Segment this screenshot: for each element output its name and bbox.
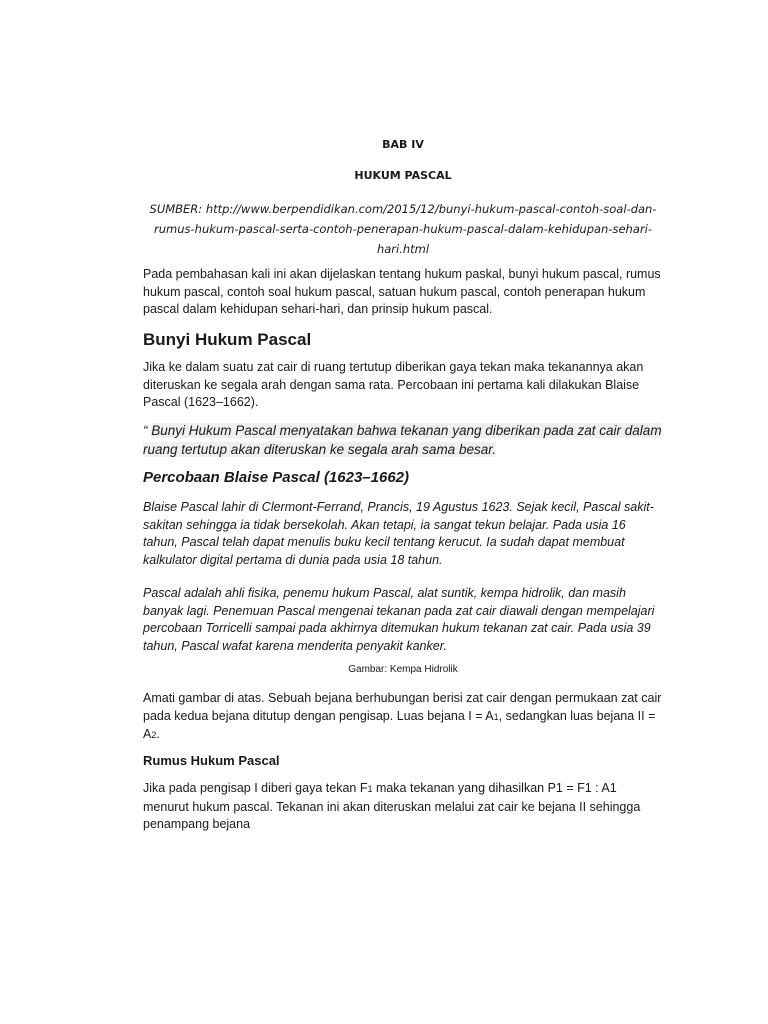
figure-caption: Gambar: Kempa Hidrolik [348,664,458,675]
paragraph-observe [143,690,663,745]
chapter-title: HUKUM PASCAL [354,169,452,182]
quote-block [143,421,663,459]
quote-text: Bunyi Hukum Pascal menyatakan bahwa tekanan yang diberikan pada zat cair dalam ruang tertutup akan diteruskan ke segala arah sama besar. [143,423,662,457]
paragraph-observe-part: , sedangkan luas bejana II = A [143,708,656,741]
paragraph-rumus [143,780,663,834]
quote-mark: “ [143,423,148,438]
paragraph-rumus-part: maka tekanan yang dihasilkan P1 = F1 : A1 menurut hukum pascal. Tekanan ini akan diteruskan melalui zat cair ke bejana II sehingga penampang bejana [143,781,641,831]
heading-bunyi-hukum-pascal: Bunyi Hukum Pascal [143,330,312,349]
paragraph-observe-part: Amati gambar di atas. Sebuah bejana berhubungan berisi zat cair dengan permukaan zat cair pada kedua bejana ditutup dengan pengisap. Luas bejana I = A [143,691,662,723]
subscript: 2 [151,730,157,740]
paragraph-rumus-part: Jika pada pengisap I diberi gaya tekan F [143,781,368,795]
subscript: 1 [367,784,373,794]
paragraph-observe-part: . [156,727,160,741]
chapter-label: BAB IV [382,138,424,151]
intro-paragraph: Pada pembahasan kali ini akan dijelaskan tentang hukum paskal, bunyi hukum pascal, rumus hukum pascal, contoh soal hukum pascal, satuan hukum pascal, contoh penerapan hukum pascal dalam kehidupan sehari-hari, dan prinsip hukum pascal. [143,267,661,316]
paragraph-discoveries: Pascal adalah ahli fisika, penemu hukum Pascal, alat suntik, kempa hidrolik, dan masih banyak lagi. Penemuan Pascal mengenai tekanan pada zat cair diawali dengan mempelajari percobaan Torricelli sampai pada akhirnya ditemukan hukum tekanan zat cair. Pada usia 39 tahun, Pascal wafat karena menderita penyakit kanker. [143,586,655,653]
subscript: 1 [493,711,499,722]
source-citation: SUMBER: http://www.berpendidikan.com/2015/12/bunyi-hukum-pascal-contoh-soal-dan-rumus-hukum-pascal-serta-contoh-penerapan-hukum-pascal-dalam-kehidupan-sehari-hari.html [149,202,657,256]
heading-rumus: Rumus Hukum Pascal [143,753,280,768]
paragraph-bunyi: Jika ke dalam suatu zat cair di ruang tertutup diberikan gaya tekan maka tekanannya akan diteruskan ke segala arah dengan sama rata. Percobaan ini pertama kali dilakukan Blaise Pascal (1623–1662). [143,360,644,409]
heading-percobaan: Percobaan Blaise Pascal (1623–1662) [143,469,410,486]
paragraph-biography: Blaise Pascal lahir di Clermont-Ferrand, Prancis, 19 Agustus 1623. Sejak kecil, Pascal sakit-sakitan sehingga ia tidak bersekolah. Akan tetapi, ia sangat tekun belajar. Pada usia 16 tahun, Pascal telah dapat menulis buku kecil tentang kerucut. Ia sudah dapat membuat kalkulator digital pertama di dunia pada usia 18 tahun. [143,500,654,567]
